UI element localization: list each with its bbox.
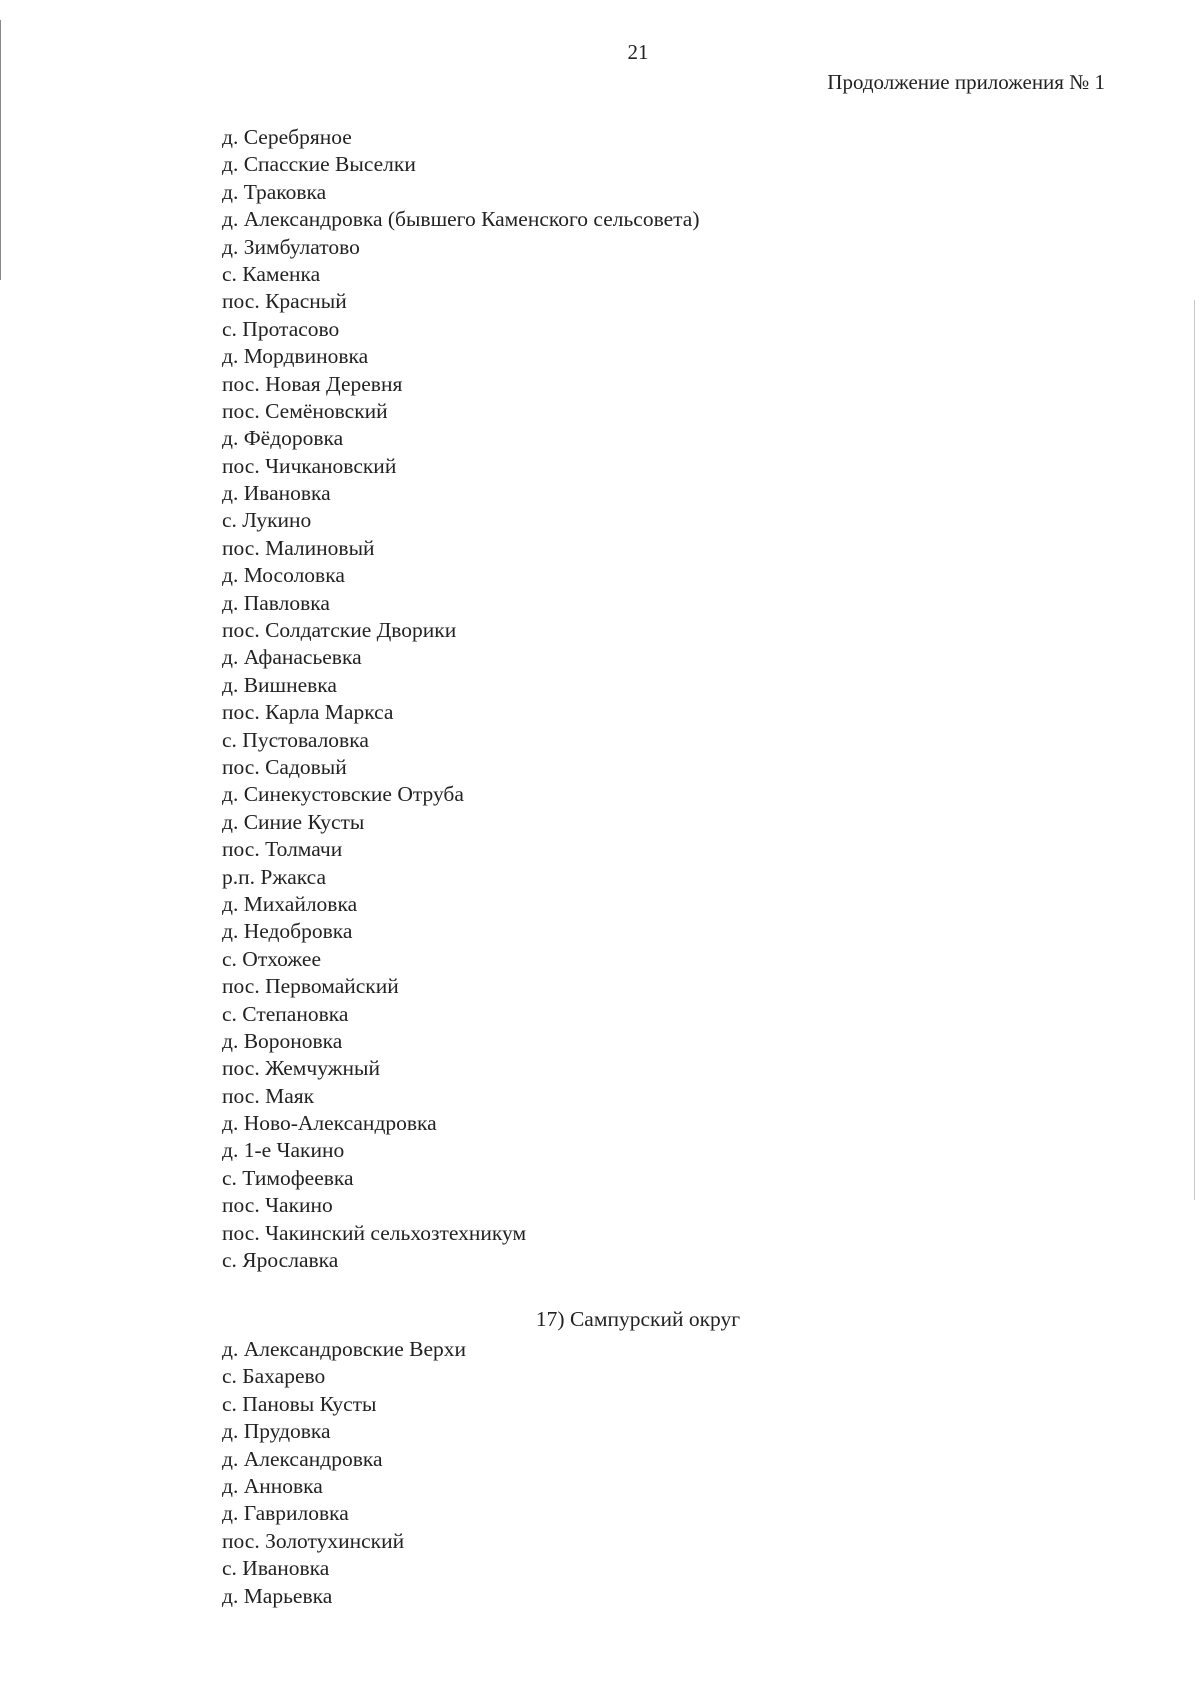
settlement-item: пос. Первомайский — [222, 974, 399, 999]
settlement-item: с. Каменка — [222, 261, 321, 286]
settlement-item: р.п. Ржакса — [222, 864, 326, 889]
settlement-item: с. Степановка — [222, 1001, 349, 1026]
settlement-item: д. Ивановка — [222, 481, 331, 506]
settlement-item: пос. Маяк — [222, 1083, 315, 1108]
settlement-item: д. Анновка — [222, 1473, 323, 1498]
settlement-item: д. Синие Кусты — [222, 809, 365, 834]
settlement-item: д. Вороновка — [222, 1028, 343, 1053]
settlement-item: пос. Чичкановский — [222, 453, 397, 478]
settlement-item: д. Мордвиновка — [222, 344, 369, 369]
settlement-list — [222, 124, 700, 1274]
settlement-item: д. Александровка — [222, 1446, 383, 1471]
section-settlement-list — [222, 1336, 466, 1610]
settlement-item: пос. Красный — [222, 289, 347, 314]
settlement-item: с. Лукино — [222, 508, 312, 533]
settlement-item: пос. Малиновый — [222, 535, 375, 560]
settlement-item: пос. Семёновский — [222, 398, 388, 423]
settlement-item: д. Прудовка — [222, 1419, 331, 1444]
settlement-item: д. Синекустовские Отруба — [222, 782, 464, 807]
section-heading: 17) Сампурский округ — [535, 1307, 741, 1331]
settlement-item: пос. Чакинский сельхозтехникум — [222, 1220, 527, 1245]
page-number: 21 — [627, 40, 649, 64]
settlement-item: д. Марьевка — [222, 1583, 333, 1608]
settlement-item: пос. Новая Деревня — [222, 371, 403, 396]
settlement-item: д. Михайловка — [222, 891, 358, 916]
settlement-item: с. Отхожее — [222, 946, 322, 971]
settlement-item: с. Ивановка — [222, 1556, 330, 1581]
settlement-item: д. Спасские Выселки — [222, 152, 416, 177]
settlement-item: д. Афанасьевка — [222, 645, 362, 670]
settlement-item: д. Александровка (бывшего Каменского сельсовета) — [222, 207, 700, 232]
settlement-item: с. Пановы Кусты — [222, 1391, 377, 1416]
settlement-item: д. Вишневка — [222, 672, 337, 697]
settlement-item: с. Тимофеевка — [222, 1165, 354, 1190]
settlement-item: с. Ярославка — [222, 1248, 339, 1273]
settlement-item: д. Гавриловка — [222, 1501, 349, 1526]
settlement-item: д. 1-е Чакино — [222, 1138, 345, 1163]
settlement-item: пос. Садовый — [222, 754, 347, 779]
scan-edge-line — [1194, 300, 1195, 1200]
settlement-item: д. Мосоловка — [222, 563, 345, 588]
settlement-item: пос. Жемчужный — [222, 1056, 380, 1081]
settlement-item: пос. Золотухинский — [222, 1528, 405, 1553]
settlement-item: д. Ново-Александровка — [222, 1111, 437, 1136]
appendix-continuation-note: Продолжение приложения № 1 — [827, 70, 1105, 94]
settlement-item: с. Бахарево — [222, 1364, 326, 1389]
settlement-item: д. Зимбулатово — [222, 234, 360, 259]
scan-edge-line — [0, 200, 1, 280]
settlement-item: д. Павловка — [222, 590, 330, 615]
settlement-item: д. Траковка — [222, 179, 327, 204]
settlement-item: пос. Чакино — [222, 1193, 333, 1218]
settlement-item: пос. Толмачи — [222, 837, 343, 862]
settlement-item: пос. Солдатские Дворики — [222, 618, 457, 643]
settlement-item: пос. Карла Маркса — [222, 700, 394, 725]
settlement-item: д. Серебряное — [222, 125, 352, 149]
settlement-item: д. Недобровка — [222, 919, 353, 944]
settlement-item: с. Пустоваловка — [222, 727, 369, 752]
settlement-item: д. Фёдоровка — [222, 426, 344, 451]
settlement-item: с. Протасово — [222, 316, 340, 341]
settlement-item: д. Александровские Верхи — [222, 1337, 467, 1361]
